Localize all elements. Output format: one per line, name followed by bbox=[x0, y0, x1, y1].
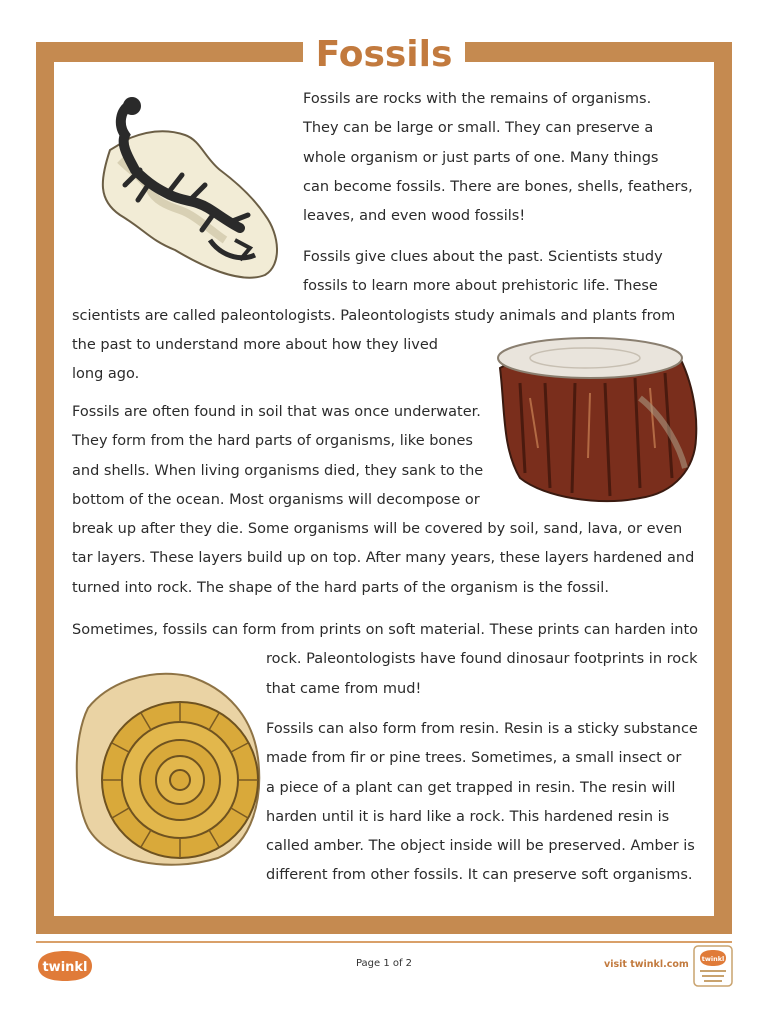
text-line: fossils to learn more about prehistoric life. These bbox=[303, 278, 658, 295]
text-line: the past to understand more about how they lived bbox=[72, 336, 438, 353]
text-line: different from other fossils. It can preserve soft organisms. bbox=[266, 867, 693, 884]
quality-badge-icon bbox=[692, 944, 734, 988]
text-line: can become fossils. There are bones, shells, feathers, bbox=[303, 178, 693, 195]
text-line: scientists are called paleontologists. Paleontologists study animals and plants from bbox=[72, 307, 676, 324]
badge-text: twinkl bbox=[701, 955, 725, 963]
page-number: Page 1 of 2 bbox=[355, 958, 413, 969]
text-line: leaves, and even wood fossils! bbox=[303, 208, 526, 225]
text-line: that came from mud! bbox=[266, 680, 422, 697]
text-line: long ago. bbox=[72, 366, 140, 383]
text-line: called amber. The object inside will be preserved. Amber is bbox=[266, 838, 695, 855]
twinkl-logo[interactable] bbox=[34, 949, 96, 983]
paragraph-1 bbox=[303, 85, 703, 231]
visit-link[interactable]: visit twinkl.com bbox=[604, 959, 689, 970]
text-line: They can be large or small. They can preserve a bbox=[303, 120, 654, 137]
logo-text: twinkl bbox=[42, 960, 88, 975]
text-line: whole organism or just parts of one. Many things bbox=[303, 149, 659, 166]
text-line: turned into rock. The shape of the hard parts of the organism is the fossil. bbox=[72, 579, 609, 596]
text-line: Sometimes, fossils can form from prints on soft material. These prints can harden into bbox=[72, 622, 699, 638]
text-line: Fossils are often found in soil that was once underwater. bbox=[72, 404, 481, 420]
text-line: tar layers. These layers build up on top. After many years, these layers hardened and bbox=[72, 550, 695, 567]
text-line: made from fir or pine trees. Sometimes, a small insect or bbox=[266, 750, 682, 767]
text-line: harden until it is hard like a rock. This hardened resin is bbox=[266, 808, 670, 825]
text-line: Fossils can also form from resin. Resin is a sticky substance bbox=[266, 721, 698, 737]
text-line: They form from the hard parts of organisms, like bones bbox=[72, 433, 473, 450]
paragraph-5 bbox=[266, 715, 706, 891]
footer-divider bbox=[36, 941, 732, 943]
paragraph-2 bbox=[72, 243, 702, 389]
paragraph-4 bbox=[72, 616, 702, 704]
page-title: Fossils bbox=[315, 34, 453, 75]
text-line: bottom of the ocean. Most organisms will decompose or bbox=[72, 491, 480, 508]
text-line: break up after they die. Some organisms will be covered by soil, sand, lava, or even bbox=[72, 521, 683, 538]
text-line: and shells. When living organisms died, they sank to the bbox=[72, 462, 484, 479]
text-line: rock. Paleontologists have found dinosaur footprints in rock bbox=[266, 651, 698, 668]
text-line: Fossils give clues about the past. Scientists study bbox=[303, 249, 663, 265]
paragraph-3 bbox=[72, 398, 702, 603]
text-line: a piece of a plant can get trapped in resin. The resin will bbox=[266, 779, 676, 796]
text-line: Fossils are rocks with the remains of organisms. bbox=[303, 91, 652, 107]
